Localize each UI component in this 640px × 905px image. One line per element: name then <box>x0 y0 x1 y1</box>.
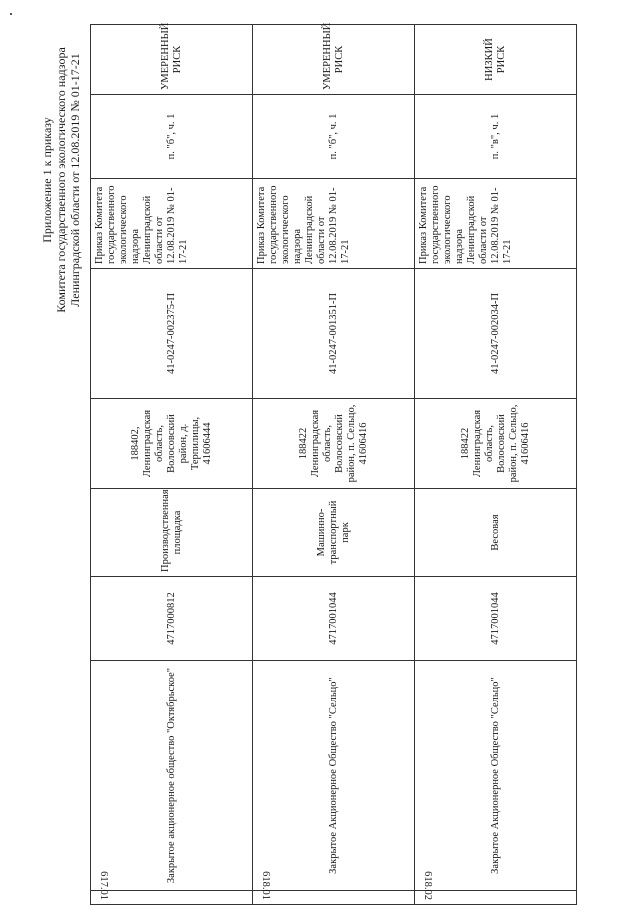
risk-cell: НИЗКИЙ РИСК <box>415 25 577 95</box>
row-number: 618.02 <box>422 871 433 900</box>
code-cell: 41-0247-001351-П <box>253 269 415 399</box>
row-number: 618.01 <box>260 871 271 900</box>
risk-cell: УМЕРЕННЫЙ РИСК <box>91 25 253 95</box>
code-cell: 41-0247-002034-П <box>415 269 577 399</box>
order-cell: Приказ Комитета государственного экологического надзора Ленинградской области от 12.08.2019 № 01-17-21 <box>253 179 415 269</box>
order-cell: Приказ Комитета государственного экологического надзора Ленинградской области от 12.08.2019 № 01-17-21 <box>415 179 577 269</box>
inn-cell: 4717001044 <box>415 577 577 661</box>
table-row <box>91 25 253 905</box>
table-row <box>415 25 577 905</box>
clause-cell: п. "б", ч. 1 <box>91 95 253 179</box>
company-cell: Закрытое Акционерное Общество "Сельцо" <box>253 661 415 891</box>
object-cell: Производственная площадка <box>91 489 253 577</box>
row-number-cell <box>91 871 253 905</box>
company-cell: Закрытое Акционерное Общество "Сельцо" <box>415 661 577 891</box>
clause-cell: п. "б", ч. 1 <box>253 95 415 179</box>
speck <box>10 13 12 15</box>
row-number-cell <box>253 871 415 905</box>
table-row <box>253 25 415 905</box>
row-number: 617.01 <box>98 871 109 900</box>
header-line: Приложение 1 к приказу <box>40 117 54 243</box>
risk-cell: УМЕРЕННЫЙ РИСК <box>253 25 415 95</box>
inn-cell: 4717000812 <box>91 577 253 661</box>
code-cell: 41-0247-002375-П <box>91 269 253 399</box>
object-cell: Машинно-транспортный парк <box>253 489 415 577</box>
registry-table <box>90 24 577 905</box>
header-line: Комитета государственного экологического надзора <box>54 47 68 313</box>
address-cell: 188422 Ленинградская область, Волосовский район, п. Сельцо, 41606416 <box>415 399 577 489</box>
object-cell: Весовая <box>415 489 577 577</box>
clause-cell: п. "в", ч. 1 <box>415 95 577 179</box>
inn-cell: 4717001044 <box>253 577 415 661</box>
address-cell: 188402, Ленинградская область, Волосовский район, д. Терпилицы, 41606444 <box>91 399 253 489</box>
order-cell: Приказ Комитета государственного экологического надзора Ленинградской области от 12.08.2019 № 01-17-21 <box>91 179 253 269</box>
appendix-header <box>40 15 82 345</box>
header-line: Ленинградской области от 12.08.2019 № 01-17-21 <box>68 53 82 307</box>
company-cell: Закрытое акционерное общество "Октябрьское" <box>91 661 253 891</box>
row-number-cell <box>415 871 577 905</box>
address-cell: 188422 Ленинградская область, Волосовский район, п. Сельцо, 41606416 <box>253 399 415 489</box>
